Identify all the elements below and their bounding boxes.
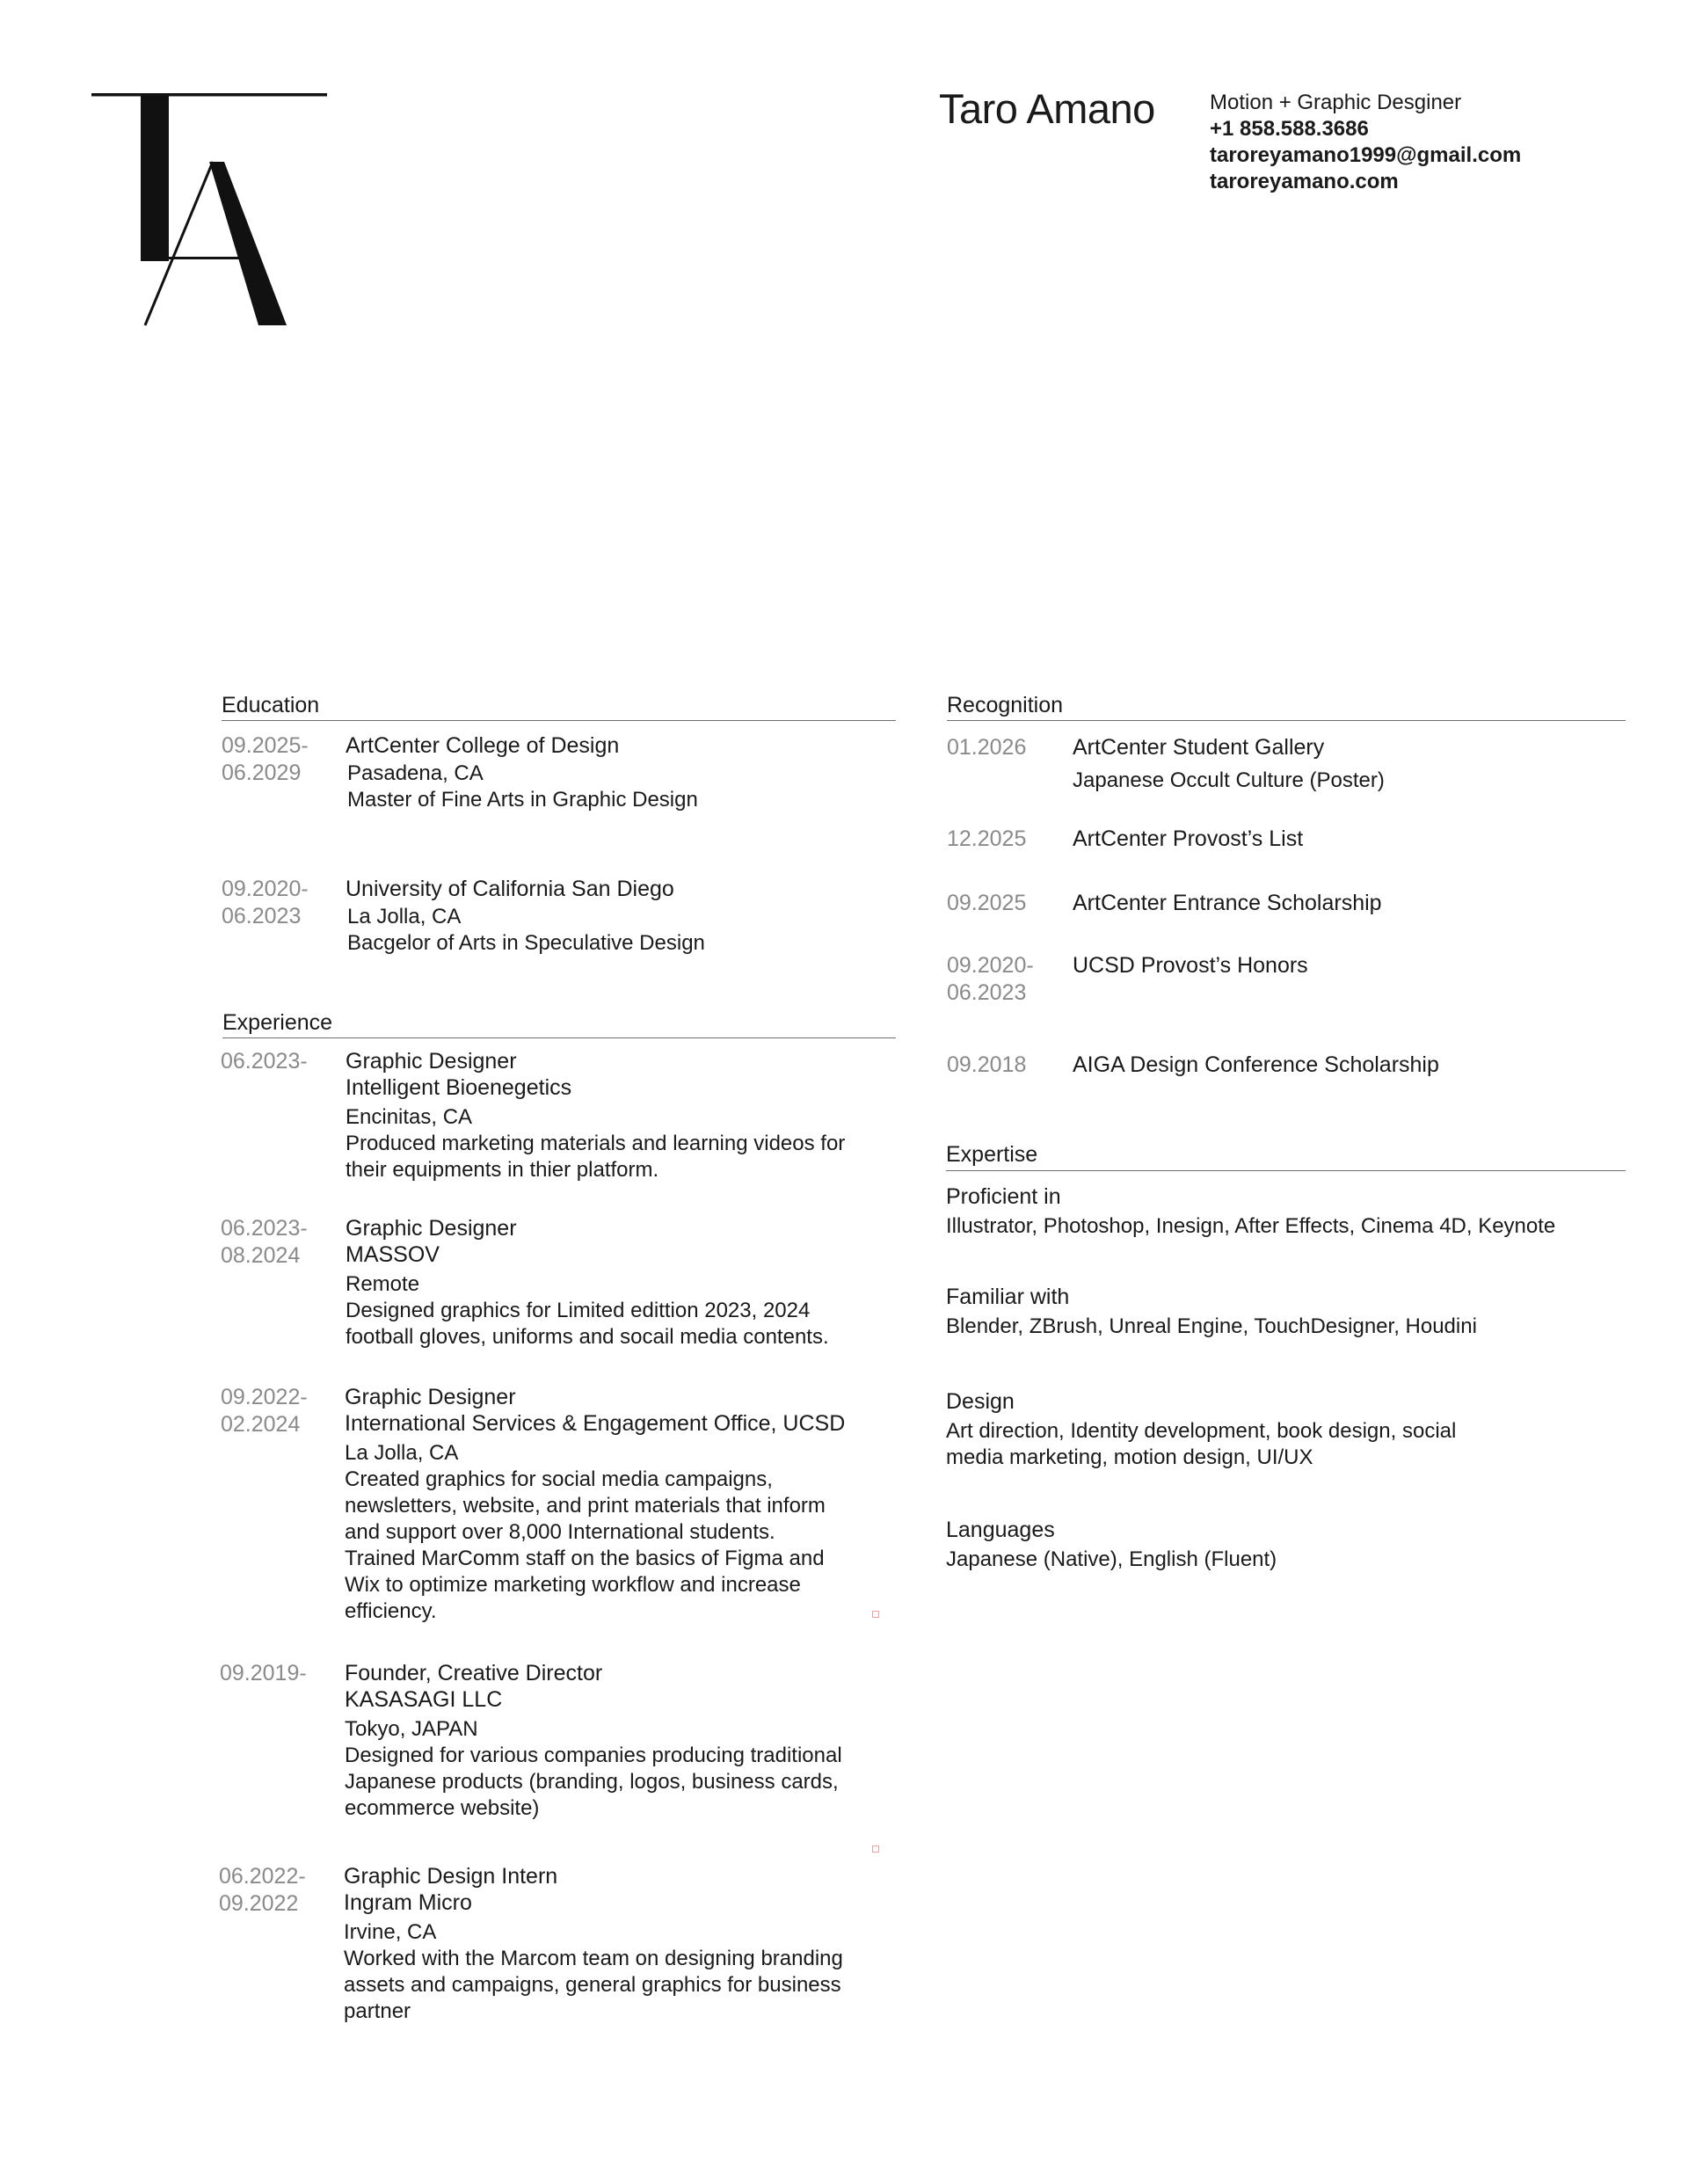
edit-marker-icon	[872, 1845, 879, 1853]
phone-number: +1 858.588.3686	[1210, 117, 1369, 141]
education-date-start: 09.2025-	[222, 733, 309, 758]
experience-date-end: 02.2024	[221, 1412, 301, 1437]
education-heading: Education	[222, 693, 320, 717]
expertise-value-line: Japanese (Native), English (Fluent)	[946, 1547, 1277, 1571]
experience-date-start: 09.2019-	[220, 1661, 307, 1685]
recognition-date: 12.2025	[947, 826, 1027, 851]
experience-location: Remote	[346, 1272, 420, 1296]
expertise-value-line: media marketing, motion design, UI/UX	[946, 1445, 1313, 1469]
experience-description-line: efficiency.	[345, 1599, 437, 1623]
experience-description-line: Created graphics for social media campaigns,	[345, 1467, 773, 1491]
experience-date-end: 08.2024	[221, 1243, 301, 1268]
education-school: University of California San Diego	[346, 877, 674, 901]
education-date-end: 06.2023	[222, 904, 302, 928]
experience-description-line: assets and campaigns, general graphics for business	[344, 1973, 841, 1997]
expertise-label-proficient: Proficient in	[946, 1184, 1061, 1209]
experience-description-line: Designed for various companies producing traditional	[345, 1744, 842, 1767]
expertise-label-languages: Languages	[946, 1518, 1055, 1542]
education-school: ArtCenter College of Design	[346, 733, 620, 758]
experience-role: Graphic Designer	[346, 1216, 517, 1241]
experience-location: Tokyo, JAPAN	[345, 1717, 478, 1741]
experience-description-line: Designed graphics for Limited edittion 2023, 2024	[346, 1299, 811, 1322]
recognition-heading: Recognition	[947, 693, 1064, 717]
experience-item-kasasagi	[345, 1660, 842, 1822]
experience-description-line: Japanese products (branding, logos, business cards,	[345, 1770, 839, 1794]
edit-marker-icon	[872, 1611, 879, 1618]
expertise-value-line: Illustrator, Photoshop, Inesign, After Effects, Cinema 4D, Keynote	[946, 1214, 1556, 1238]
recognition-award: ArtCenter Student Gallery	[1073, 735, 1325, 760]
experience-item-iseo-ucsd	[345, 1384, 845, 1625]
recognition-date-start: 09.2020-	[947, 953, 1034, 978]
email-address: taroreyamano1999@gmail.com	[1210, 143, 1522, 167]
expertise-value-line: Blender, ZBrush, Unreal Engine, TouchDesigner, Houdini	[946, 1314, 1477, 1338]
experience-company: KASASAGI LLC	[345, 1687, 503, 1712]
expertise-value-line: Art direction, Identity development, book design, social	[946, 1419, 1457, 1443]
recognition-award: ArtCenter Provost’s List	[1073, 826, 1304, 851]
education-divider	[222, 720, 896, 721]
experience-company: Ingram Micro	[344, 1890, 472, 1915]
education-date-end: 06.2029	[222, 761, 302, 785]
experience-date-start: 06.2023-	[221, 1049, 308, 1074]
expertise-label-design: Design	[946, 1389, 1015, 1414]
experience-role: Founder, Creative Director	[345, 1661, 603, 1685]
education-degree: Bacgelor of Arts in Speculative Design	[347, 931, 705, 955]
experience-role: Graphic Design Intern	[344, 1864, 558, 1889]
experience-description-line: newsletters, website, and print materials that inform	[345, 1494, 826, 1518]
experience-divider	[222, 1037, 896, 1038]
experience-company: MASSOV	[346, 1242, 440, 1267]
education-location: Pasadena, CA	[347, 761, 484, 785]
experience-item-ingram-micro	[344, 1863, 843, 2025]
experience-date-start: 09.2022-	[221, 1385, 308, 1409]
monogram-logo	[91, 90, 329, 329]
experience-description-line: partner	[344, 1999, 411, 2023]
experience-description-line: Worked with the Marcom team on designing branding	[344, 1947, 843, 1970]
recognition-date: 01.2026	[947, 735, 1027, 760]
candidate-name: Taro Amano	[939, 85, 1155, 132]
education-date-start: 09.2020-	[222, 877, 309, 901]
experience-description-line: football gloves, uniforms and socail media contents.	[346, 1325, 829, 1349]
experience-description-line: Produced marketing materials and learning videos for	[346, 1132, 846, 1155]
recognition-detail: Japanese Occult Culture (Poster)	[1073, 768, 1385, 792]
experience-date-end: 09.2022	[219, 1891, 299, 1916]
experience-location: La Jolla, CA	[345, 1441, 459, 1465]
contact-block	[1210, 90, 1521, 195]
experience-date-start: 06.2023-	[221, 1216, 308, 1241]
experience-role: Graphic Designer	[346, 1049, 517, 1074]
experience-description-line: ecommerce website)	[345, 1796, 540, 1820]
recognition-date-end: 06.2023	[947, 980, 1027, 1005]
recognition-divider	[947, 720, 1626, 721]
experience-description-line: their equipments in thier platform.	[346, 1158, 659, 1182]
expertise-divider	[946, 1170, 1626, 1171]
expertise-label-familiar: Familiar with	[946, 1285, 1070, 1309]
experience-item-intelligent-bioenegetics	[346, 1048, 845, 1183]
experience-description-line: Wix to optimize marketing workflow and increase	[345, 1573, 801, 1597]
recognition-date: 09.2018	[947, 1052, 1027, 1077]
experience-location: Irvine, CA	[344, 1920, 437, 1944]
education-location: La Jolla, CA	[347, 905, 462, 928]
expertise-heading: Expertise	[946, 1142, 1038, 1167]
experience-heading: Experience	[222, 1010, 333, 1035]
job-title: Motion + Graphic Desginer	[1210, 91, 1462, 114]
experience-company: International Services & Engagement Office, UCSD	[345, 1411, 846, 1436]
experience-location: Encinitas, CA	[346, 1105, 473, 1129]
experience-description-line: Trained MarComm staff on the basics of Figma and	[345, 1547, 825, 1570]
recognition-date: 09.2025	[947, 891, 1027, 915]
recognition-award: ArtCenter Entrance Scholarship	[1073, 891, 1382, 915]
experience-description-line: and support over 8,000 International students.	[345, 1520, 775, 1544]
experience-date-start: 06.2022-	[219, 1864, 306, 1889]
website-link: taroreyamano.com	[1210, 170, 1399, 193]
recognition-award: UCSD Provost’s Honors	[1073, 953, 1308, 978]
experience-company: Intelligent Bioenegetics	[346, 1075, 572, 1100]
education-degree: Master of Fine Arts in Graphic Design	[347, 788, 698, 812]
experience-item-massov	[346, 1215, 829, 1350]
experience-role: Graphic Designer	[345, 1385, 516, 1409]
recognition-award: AIGA Design Conference Scholarship	[1073, 1052, 1439, 1077]
